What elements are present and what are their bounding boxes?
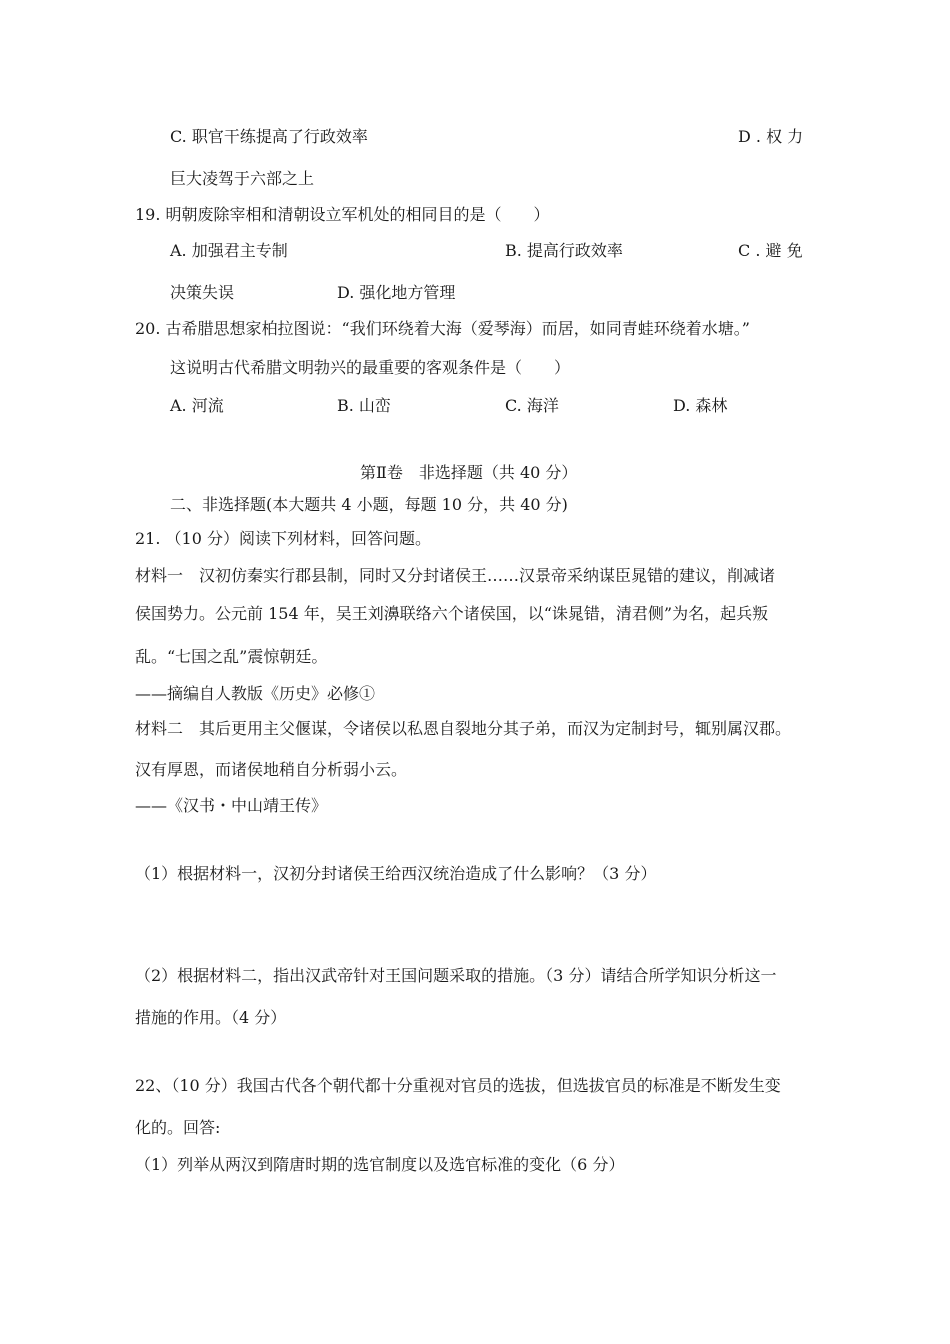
q21-stem: 21. （10 分）阅读下列材料，回答问题。 <box>135 529 431 548</box>
q21-subquestion-2-line1: （2）根据材料二，指出汉武帝针对王国问题采取的措施。（3 分）请结合所学知识分析这一 <box>135 966 777 985</box>
q22-stem-line1: 22、（10 分）我国古代各个朝代都十分重视对官员的选拔，但选拔官员的标准是不断发生变 <box>135 1076 781 1095</box>
q18-option-d-cont: 巨大凌驾于六部之上 <box>170 169 315 188</box>
q18-option-d: D . 权 力 <box>738 127 804 146</box>
q20-stem-line2: 这说明古代希腊文明勃兴的最重要的客观条件是（ ） <box>170 358 571 377</box>
q21-material2-line2: 汉有厚恩，而诸侯地稍自分析弱小云。 <box>135 760 408 779</box>
q19-option-b: B. 提高行政效率 <box>505 241 623 260</box>
q22-stem-line2: 化的。回答: <box>135 1118 221 1137</box>
q21-material1-line3: 乱。“七国之乱”震惊朝廷。 <box>135 647 328 666</box>
q19-option-c: C . 避 免 <box>738 241 803 260</box>
q19-option-d: D. 强化地方管理 <box>337 283 456 302</box>
q21-material1-line2: 侯国势力。公元前 154 年，吴王刘濞联络六个诸侯国，以“诛晁错，清君侧”为名，起兵叛 <box>135 604 769 623</box>
q20-stem-line1: 20. 古希腊思想家柏拉图说：“我们环绕着大海（爱琴海）而居，如同青蛙环绕着水塘。” <box>135 319 750 338</box>
q19-option-a: A. 加强君主专制 <box>170 241 288 260</box>
part2-title: 第Ⅱ卷 非选择题（共 40 分） <box>360 463 578 482</box>
q21-subquestion-1: （1）根据材料一，汉初分封诸侯王给西汉统治造成了什么影响？（3 分） <box>135 864 657 883</box>
q20-option-d: D. 森林 <box>673 396 728 415</box>
q20-option-a: A. 河流 <box>170 396 224 415</box>
q20-option-c: C. 海洋 <box>505 396 559 415</box>
q21-material1-source: ——摘编自人教版《历史》必修① <box>135 684 376 703</box>
q19-stem: 19. 明朝废除宰相和清朝设立军机处的相同目的是（ ） <box>135 205 550 224</box>
q21-subquestion-2-line2: 措施的作用。（4 分） <box>135 1008 287 1027</box>
q19-option-c-cont: 决策失误 <box>170 283 235 302</box>
part2-instruction: 二、非选择题(本大题共 4 小题，每题 10 分，共 40 分) <box>170 495 568 514</box>
q21-material2-source: ——《汉书・中山靖王传》 <box>135 796 328 815</box>
q21-material2-line1: 材料二 其后更用主父偃谋，令诸侯以私恩自裂地分其子弟，而汉为定制封号，辄别属汉郡。 <box>135 719 792 738</box>
q20-option-b: B. 山峦 <box>337 396 391 415</box>
q18-option-c: C. 职官干练提高了行政效率 <box>170 127 368 146</box>
q21-material1-line1: 材料一 汉初仿秦实行郡县制，同时又分封诸侯王……汉景帝采纳谋臣晁错的建议，削减诸 <box>135 566 776 585</box>
q22-subquestion-1: （1）列举从两汉到隋唐时期的选官制度以及选官标准的变化（6 分） <box>135 1155 625 1174</box>
